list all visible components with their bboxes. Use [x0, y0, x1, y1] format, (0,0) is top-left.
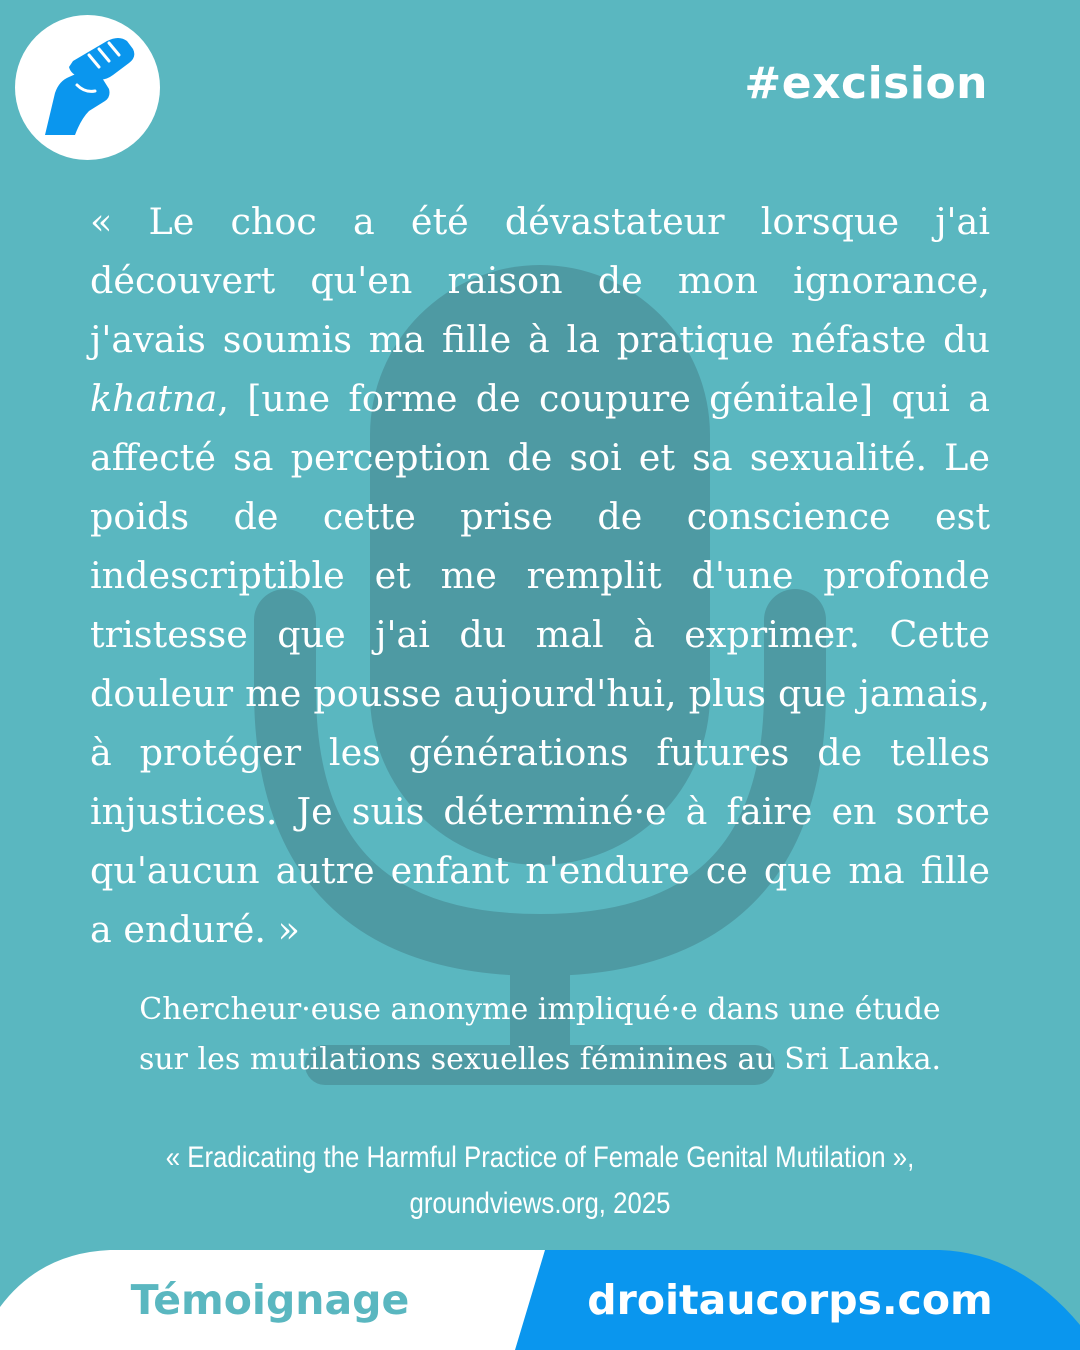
- attribution-line-2: sur les mutilations sexuelles féminines au Sri Lanka.: [138, 1042, 942, 1077]
- source-citation: [127, 1135, 953, 1227]
- attribution-line-1: Chercheur·euse anonyme impliqué·e dans une étude: [139, 992, 941, 1027]
- logo: [15, 15, 160, 160]
- source-line-1: « Eradicating the Harmful Practice of Female Genital Mutilation »,: [165, 1141, 915, 1174]
- hashtag: #excision: [744, 58, 988, 109]
- raised-hand-fist-icon: [15, 15, 160, 160]
- quote-text-part1: « Le choc a été dévastateur lorsque j'ai découvert qu'en raison de mon ignorance, j'avais soumis ma fille à la pratique néfaste du: [90, 200, 990, 361]
- footer-website[interactable]: [520, 1250, 1080, 1350]
- quote-text-part2: , [une forme de coupure génitale] qui a affecté sa perception de soi et sa sexualité. Le poids de cette prise de conscience est indescriptible et me remplit d'une profonde tristesse que j'ai du mal à exprimer. Cette douleur me pousse aujourd'hui, plus que jamais, à protéger les générations futures de telles injustices. Je suis déterminé·e à faire en sorte qu'aucun autre enfant n'endure ce que ma fille a enduré. »: [90, 377, 990, 951]
- footer-category: [0, 1250, 540, 1350]
- website-link[interactable]: droitaucorps.com: [587, 1276, 993, 1324]
- attribution: [60, 985, 1020, 1085]
- quote-text: [90, 192, 990, 959]
- source-line-2: groundviews.org, 2025: [409, 1187, 671, 1220]
- category-label: Témoignage: [130, 1276, 410, 1324]
- quote-italic-term: khatna: [90, 377, 218, 420]
